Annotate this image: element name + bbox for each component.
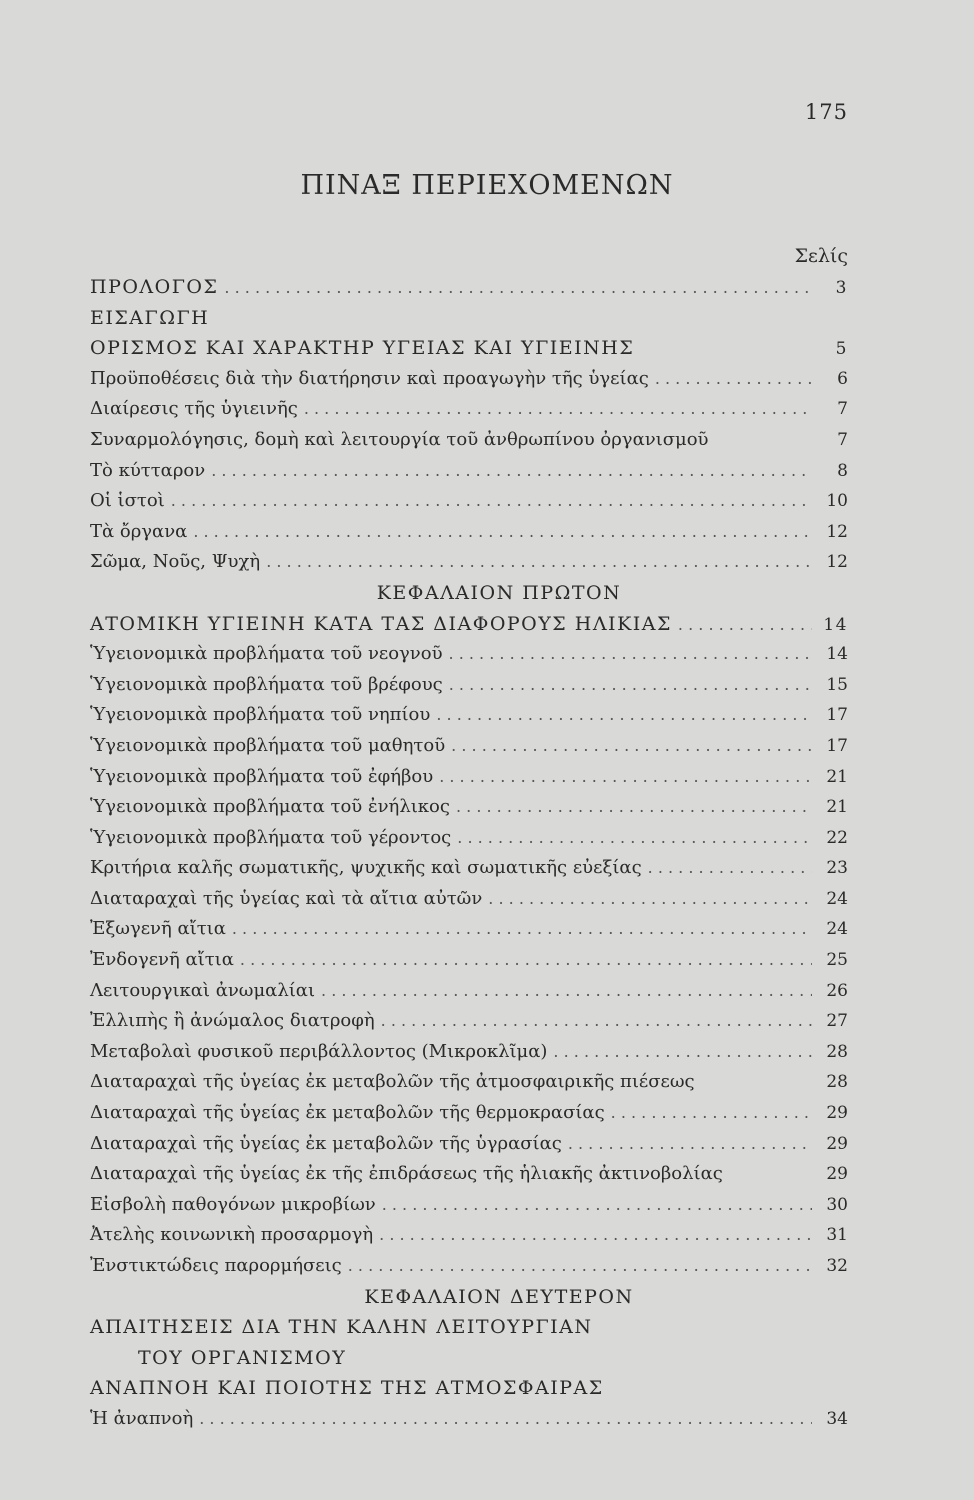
toc-entry-page: 14 xyxy=(823,614,848,635)
toc-entry-page: 34 xyxy=(826,1408,848,1429)
toc-entry-page: 25 xyxy=(826,950,848,971)
page-column-label: Σελίς xyxy=(794,245,848,267)
dot-leader xyxy=(224,278,812,297)
toc-entry-title: ΚΕΦΑΛΑΙΟΝ ΠΡΩΤΟΝ xyxy=(376,581,622,604)
toc-entry-page: 29 xyxy=(826,1164,848,1185)
toc-entry-page: 7 xyxy=(837,429,848,450)
dot-leader xyxy=(449,644,812,663)
toc-entry-title: Διαταραχαὶ τῆς ὑγείας ἐκ μεταβολῶν τῆς ἀτμοσφαιρικῆς πιέσεως xyxy=(90,1071,695,1093)
toc-entry-title: Τὸ κύτταρον xyxy=(90,459,206,481)
dot-leader xyxy=(381,1011,812,1030)
dot-leader xyxy=(648,858,812,877)
toc-entry-title: Διαίρεσις τῆς ὑγιεινῆς xyxy=(90,398,298,420)
toc-entry xyxy=(90,1408,848,1439)
toc-entry-title: ΑΤΟΜΙΚΗ ΥΓΙΕΙΝΗ ΚΑΤΑ ΤΑΣ ΔΙΑΦΟΡΟΥΣ ΗΛΙΚΙΑΣ xyxy=(90,612,672,635)
toc-entry-title: Ἡ ἀναπνοὴ xyxy=(90,1407,194,1429)
toc-entry xyxy=(90,460,848,491)
toc-entry-page: 6 xyxy=(837,368,848,389)
toc-entry-page: 28 xyxy=(826,1041,848,1062)
toc-entry xyxy=(90,827,848,858)
dot-leader xyxy=(678,615,812,634)
toc-entry-title: Λειτουργικαὶ ἀνωμαλίαι xyxy=(90,979,316,1001)
toc-entry-page: 32 xyxy=(826,1256,848,1276)
toc-entry-page: 29 xyxy=(826,1133,848,1154)
toc-entry-title: ΠΡΟΛΟΓΟΣ xyxy=(90,276,219,298)
toc-entry-title: ΤΟΥ ΟΡΓΑΝΙΣΜΟΥ xyxy=(138,1346,347,1369)
toc-entry-page: 28 xyxy=(826,1072,848,1093)
toc-entry-title: Ἀτελὴς κοινωνικὴ προσαρμογὴ xyxy=(90,1224,374,1246)
toc-entry-page: 17 xyxy=(826,735,848,756)
dot-leader xyxy=(553,1042,812,1061)
toc-entry-page: 29 xyxy=(826,1103,848,1124)
toc-entry xyxy=(90,429,848,460)
toc-entry xyxy=(90,368,848,399)
dot-leader xyxy=(382,1195,812,1214)
toc-entry-page: 10 xyxy=(826,491,848,512)
toc-entry xyxy=(90,857,848,888)
toc-entry xyxy=(90,1377,848,1408)
toc-entry xyxy=(90,398,848,429)
toc-entry-title: Ὑγειονομικὰ προβλήματα τοῦ βρέφους xyxy=(90,673,443,695)
toc-entry-title: Διαταραχαὶ τῆς ὑγείας ἐκ μεταβολῶν τῆς ὑγρασίας xyxy=(90,1132,562,1154)
toc-entry-title: Ὑγειονομικὰ προβλήματα τοῦ ἐνήλικος xyxy=(90,796,450,818)
toc-entry-title: ΑΠΑΙΤΗΣΕΙΣ ΔΙΑ ΤΗΝ ΚΑΛΗΝ ΛΕΙΤΟΥΡΓΙΑΝ xyxy=(90,1316,593,1339)
toc-entry-title: Διαταραχαὶ τῆς ὑγείας ἐκ τῆς ἐπιδράσεως τῆς ἡλιακῆς ἀκτινοβολίας xyxy=(90,1163,723,1185)
toc-entry-title: Κριτήρια καλῆς σωματικῆς, ψυχικῆς καὶ σωματικῆς εὐεξίας xyxy=(90,857,642,879)
dot-leader xyxy=(655,369,812,388)
toc-entry-page: 21 xyxy=(826,766,848,787)
toc-entry xyxy=(90,490,848,521)
dot-leader xyxy=(348,1256,812,1275)
table-of-contents xyxy=(90,276,848,1439)
toc-entry-page: 27 xyxy=(826,1011,848,1032)
toc-entry-title: ΑΝΑΠΝΟΗ ΚΑΙ ΠΟΙΟΤΗΣ ΤΗΣ ΑΤΜΟΣΦΑΙΡΑΣ xyxy=(90,1377,604,1400)
toc-entry xyxy=(90,674,848,705)
toc-entry-page: 23 xyxy=(826,858,848,879)
toc-entry xyxy=(90,766,848,797)
dot-leader xyxy=(449,675,812,694)
dot-leader xyxy=(266,552,812,571)
toc-entry-page: 24 xyxy=(826,919,848,940)
dot-leader xyxy=(199,1409,812,1428)
dot-leader xyxy=(193,522,812,541)
toc-entry-page: 21 xyxy=(826,797,848,818)
toc-entry-page: 7 xyxy=(837,399,848,420)
toc-entry-title: Ἐλλιπὴς ἢ ἀνώμαλος διατροφὴ xyxy=(90,1010,375,1032)
toc-entry-title: Τὰ ὄργανα xyxy=(90,520,188,542)
dot-leader xyxy=(321,981,812,1000)
toc-entry-page: 30 xyxy=(826,1194,848,1215)
dot-leader xyxy=(304,399,812,418)
toc-entry-title: Ὑγειονομικὰ προβλήματα τοῦ γέροντος xyxy=(90,826,452,848)
toc-entry-title: ΟΡΙΣΜΟΣ ΚΑΙ ΧΑΡΑΚΤΗΡ ΥΓΕΙΑΣ ΚΑΙ ΥΓΙΕΙΝΗΣ xyxy=(90,337,635,360)
toc-entry xyxy=(90,1133,848,1164)
dot-leader xyxy=(451,736,812,755)
toc-entry xyxy=(90,551,848,582)
toc-entry-page: 17 xyxy=(826,705,848,726)
toc-entry xyxy=(90,949,848,980)
toc-entry-page: 15 xyxy=(826,674,848,695)
toc-entry xyxy=(90,1255,848,1286)
dot-leader xyxy=(436,705,812,724)
toc-entry xyxy=(90,918,848,949)
toc-entry-page: 5 xyxy=(835,339,848,360)
page-title: ΠΙΝΑΞ ΠΕΡΙΕΧΟΜΕΝΩΝ xyxy=(300,170,674,201)
dot-leader xyxy=(211,461,812,480)
toc-entry-title: Οἱ ἱστοὶ xyxy=(90,490,165,512)
toc-entry-title: ΕΙΣΑΓΩΓΗ xyxy=(90,306,210,329)
toc-entry xyxy=(90,1194,848,1225)
toc-entry-title: Μεταβολαὶ φυσικοῦ περιβάλλοντος (Μικροκλῖμα) xyxy=(90,1040,548,1062)
toc-entry-page: 26 xyxy=(826,980,848,1001)
toc-entry-page: 12 xyxy=(826,552,848,573)
toc-entry xyxy=(90,980,848,1011)
toc-entry-title: Ἐξωγενῆ αἴτια xyxy=(90,918,226,940)
toc-entry-title: Ὑγειονομικὰ προβλήματα τοῦ νεογνοῦ xyxy=(90,643,443,665)
toc-entry xyxy=(90,888,848,919)
dot-leader xyxy=(611,1103,812,1122)
toc-entry xyxy=(90,337,848,368)
toc-entry-page: 22 xyxy=(826,827,848,848)
toc-entry-title: Προϋποθέσεις διὰ τὴν διατήρησιν καὶ προαγωγὴν τῆς ὑγείας xyxy=(90,367,649,389)
toc-entry xyxy=(90,1102,848,1133)
dot-leader xyxy=(439,767,812,786)
toc-entry-title: ΚΕΦΑΛΑΙΟΝ ΔΕΥΤΕΡΟΝ xyxy=(364,1285,634,1308)
toc-entry xyxy=(90,1224,848,1255)
chapter-heading xyxy=(90,1286,848,1317)
dot-leader xyxy=(240,950,812,969)
toc-entry-title: Ἐνστικτώδεις παρορμήσεις xyxy=(90,1255,342,1276)
toc-entry xyxy=(90,643,848,674)
toc-entry-title: Ὑγειονομικὰ προβλήματα τοῦ νηπίου xyxy=(90,704,431,726)
toc-entry-page: 24 xyxy=(826,888,848,909)
dot-leader xyxy=(568,1134,812,1153)
toc-entry xyxy=(90,613,848,644)
toc-entry-title: Διαταραχαὶ τῆς ὑγείας καὶ τὰ αἴτια αὐτῶν xyxy=(90,887,483,909)
toc-entry-title: Ἐνδογενῆ αἴτια xyxy=(90,949,234,971)
dot-leader xyxy=(488,889,812,908)
toc-entry-page: 14 xyxy=(826,644,848,665)
dot-leader xyxy=(456,797,812,816)
dot-leader xyxy=(232,919,812,938)
toc-entry-page: 12 xyxy=(826,521,848,542)
dot-leader xyxy=(457,828,812,847)
toc-entry-page: 8 xyxy=(837,460,848,481)
toc-entry xyxy=(90,1010,848,1041)
toc-entry-title: Συναρμολόγησις, δομὴ καὶ λειτουργία τοῦ ἀνθρωπίνου ὀργανισμοῦ xyxy=(90,428,709,450)
dot-leader xyxy=(171,491,812,510)
toc-entry-page: 3 xyxy=(835,278,848,298)
toc-entry xyxy=(90,307,848,338)
toc-entry xyxy=(90,796,848,827)
toc-entry-title: Διαταραχαὶ τῆς ὑγείας ἐκ μεταβολῶν τῆς θερμοκρασίας xyxy=(90,1102,605,1124)
toc-entry-title: Ὑγειονομικὰ προβλήματα τοῦ μαθητοῦ xyxy=(90,734,446,756)
toc-entry xyxy=(90,704,848,735)
dot-leader xyxy=(379,1225,812,1244)
toc-entry xyxy=(90,1316,848,1347)
toc-entry xyxy=(90,1071,848,1102)
toc-entry xyxy=(90,276,848,307)
toc-entry xyxy=(90,1041,848,1072)
toc-entry xyxy=(90,521,848,552)
toc-entry xyxy=(90,735,848,766)
toc-entry xyxy=(90,1163,848,1194)
toc-entry-title: Ὑγειονομικὰ προβλήματα τοῦ ἐφήβου xyxy=(90,765,434,787)
toc-entry-page: 31 xyxy=(826,1225,848,1246)
chapter-heading xyxy=(90,582,848,613)
toc-entry-title: Σῶμα, Νοῦς, Ψυχὴ xyxy=(90,551,261,573)
toc-entry-title: Εἰσβολὴ παθογόνων μικροβίων xyxy=(90,1193,376,1215)
page-number: 175 xyxy=(804,100,848,124)
toc-entry xyxy=(90,1347,848,1378)
